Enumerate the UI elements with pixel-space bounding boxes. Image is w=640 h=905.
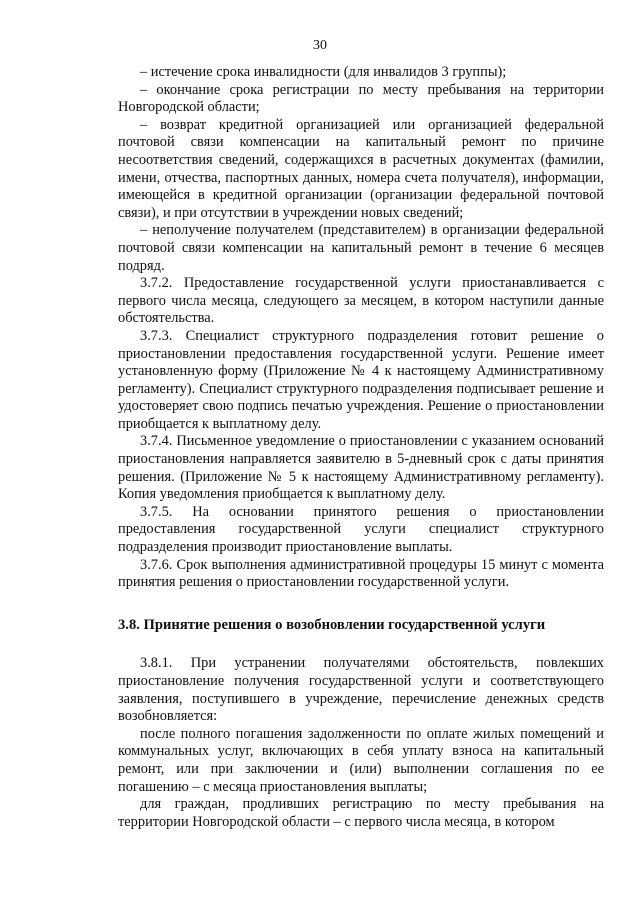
list-item-disability-expiry: – истечение срока инвалидности (для инвалидов 3 группы); xyxy=(140,64,507,80)
list-item-registration-expiry: – окончание срока регистрации по месту пребывания на территории Новгородской области; xyxy=(118,81,604,116)
list-item-compensation-return: – возврат кредитной организацией или организацией федеральной почтовой связи компенсации на капитальный ремонт по причине несоответствия сведений, содержащихся в расчетных документах (фамилии, имени, отчества, паспортных данных, номера счета получателя), информации, имеющейся в кредитной организации (организации федеральной почтовой связи), и при отсутствии в учреждении новых сведений; xyxy=(118,116,604,221)
paragraph-3-7-3: 3.7.3. Специалист структурного подразделения готовит решение о приостановлении предоставления государственной услуги. Решение имеет установленную форму (Приложение № 4 к настоящему Административному регламенту). Специалист структурного подразделения подписывает решение и удостоверяет свою подпись печатью учреждения. Решение о приостановлении приобщается к выплатному делу. xyxy=(118,327,604,432)
section-heading-3-8: 3.8. Принятие решения о возобновлении государственной услуги xyxy=(118,616,546,633)
paragraph-3-7-5: 3.7.5. На основании принятого решения о приостановлении предоставления государственной услуги специалист структурного подразделения производит приостановление выплаты. xyxy=(118,503,604,556)
list-item-non-receipt: – неполучение получателем (представителем) в организации федеральной почтовой связи компенсации на капитальный ремонт в течение 6 месяцев подряд. xyxy=(118,222,604,274)
document-body xyxy=(118,64,604,831)
paragraph-3-7-6: 3.7.6. Срок выполнения административной процедуры 15 минут с момента принятия решения о приостановлении государственной услуги. xyxy=(118,556,604,591)
paragraph-registration-extended: для граждан, продливших регистрацию по месту пребывания на территории Новгородской области – с первого числа месяца, в котором xyxy=(118,796,604,830)
paragraph-3-7-2: 3.7.2. Предоставление государственной услуги приостанавливается с первого числа месяца, следующего за месяцем, в котором наступили данные обстоятельства. xyxy=(118,275,604,327)
paragraph-3-7-4: 3.7.4. Письменное уведомление о приостановлении с указанием оснований приостановления направляется заявителю в 5-дневный срок с даты принятия решения. (Приложение № 5 к настоящему Административному регламенту). Копия уведомления приобщается к выплатному делу. xyxy=(118,433,604,503)
page-number: 30 xyxy=(313,38,327,53)
paragraph-3-8-1: 3.8.1. При устранении получателями обстоятельств, повлекших приостановление получения государственной услуги и соответствующего заявления, поступившего в учреждение, перечисление денежных средств возобновляется: xyxy=(118,655,604,725)
paragraph-debt-repayment: после полного погашения задолженности по оплате жилых помещений и коммунальных услуг, включающих в себя уплату взноса на капитальный ремонт, или при заключении и (или) выполнении соглашения по ее погашению – с месяца приостановления выплаты; xyxy=(118,725,604,795)
